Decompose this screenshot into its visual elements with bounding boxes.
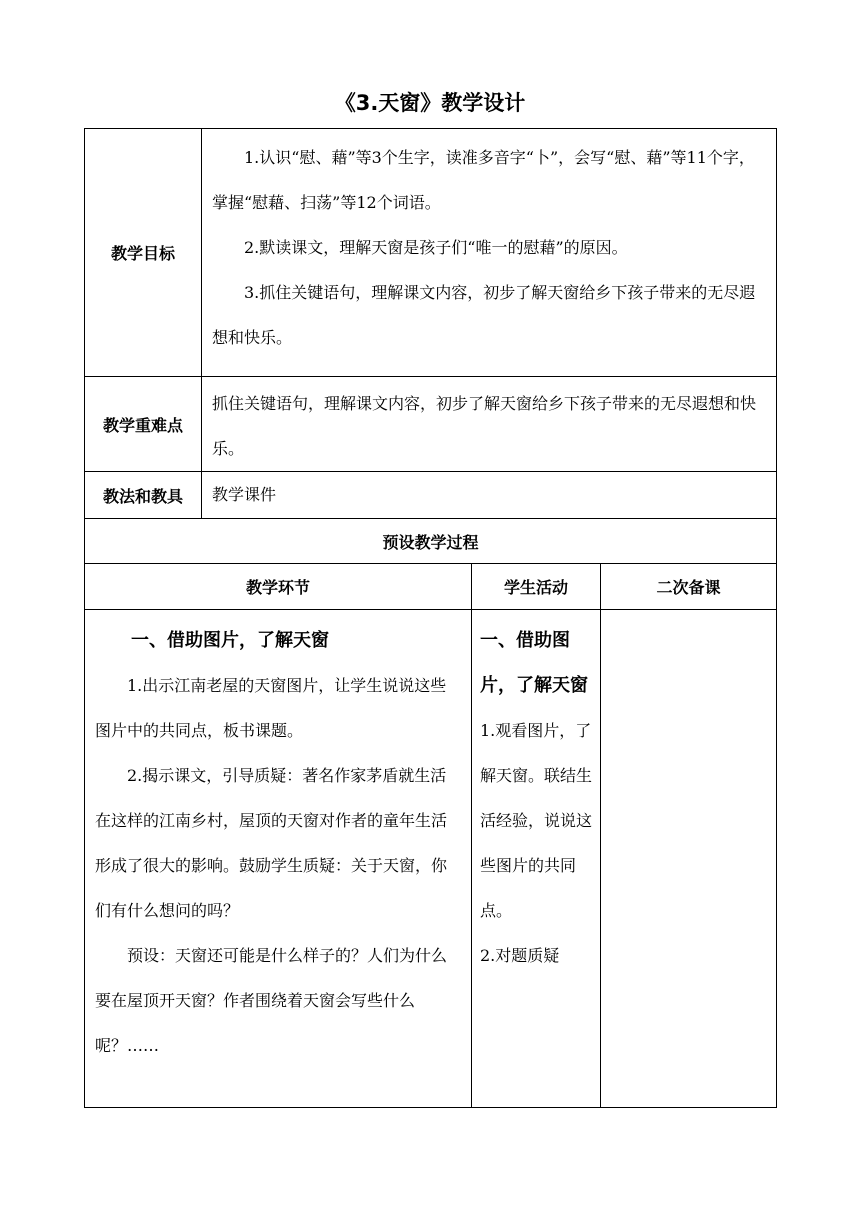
teaching-stage-heading: 一、借助图片，了解天窗: [131, 630, 329, 651]
key-points-label: 教学重难点: [85, 377, 202, 472]
key-points-row: [85, 377, 777, 472]
second-preparation-cell: [601, 610, 777, 1108]
teaching-stage-cell: [85, 610, 472, 1108]
teaching-step-1: 1.出示江南老屋的天窗图片，让学生说说这些图片中的共同点，板书课题。: [95, 676, 447, 740]
objectives-row: [85, 129, 777, 377]
column-student-activity: 学生活动: [472, 564, 601, 610]
column-teaching-stage: 教学环节: [85, 564, 472, 610]
methods-label: 教法和教具: [85, 472, 202, 519]
teaching-step-2: 2.揭示课文，引导质疑：著名作家茅盾就生活在这样的江南乡村，屋顶的天窗对作者的童年生活形成了很大的影响。鼓励学生质疑：关于天窗，你们有什么想问的吗？: [95, 766, 448, 920]
process-body-row: [85, 610, 777, 1108]
student-activity-2: 2.对题质疑: [480, 946, 560, 965]
lesson-plan-table: [84, 128, 777, 1108]
key-points-content: 抓住关键语句，理解课文内容，初步了解天窗给乡下孩子带来的无尽遐想和快乐。: [202, 377, 777, 472]
methods-row: [85, 472, 777, 519]
objectives-label: 教学目标: [85, 129, 202, 377]
document-title: 《3.天窗》教学设计: [334, 91, 526, 115]
teaching-step-preset: 预设：天窗还可能是什么样子的？人们为什么要在屋顶开天窗？作者围绕着天窗会写些什么呢？……: [95, 946, 448, 1055]
methods-content: 教学课件: [202, 472, 777, 519]
process-header-row: [85, 519, 777, 564]
process-header: 预设教学过程: [85, 519, 777, 564]
process-columns-row: [85, 564, 777, 610]
student-activity-cell: [472, 610, 601, 1108]
student-activity-heading: 一、借助图片，了解天窗: [480, 630, 588, 696]
objectives-content: [202, 129, 777, 377]
column-second-preparation: 二次备课: [601, 564, 777, 610]
objective-item-3: 3.抓住关键语句，理解课文内容，初步了解天窗给乡下孩子带来的无尽遐想和快乐。: [212, 283, 756, 347]
student-activity-1: 1.观看图片，了解天窗。联结生活经验，说说这些图片的共同点。: [480, 721, 593, 920]
objective-item-1: 1.认识“慰、藉”等3个生字，读准多音字“卜”，会写“慰、藉”等11个字，掌握“慰藉、扫荡”等12个词语。: [212, 148, 755, 212]
objective-item-2: 2.默读课文，理解天窗是孩子们“唯一的慰藉”的原因。: [244, 238, 628, 257]
